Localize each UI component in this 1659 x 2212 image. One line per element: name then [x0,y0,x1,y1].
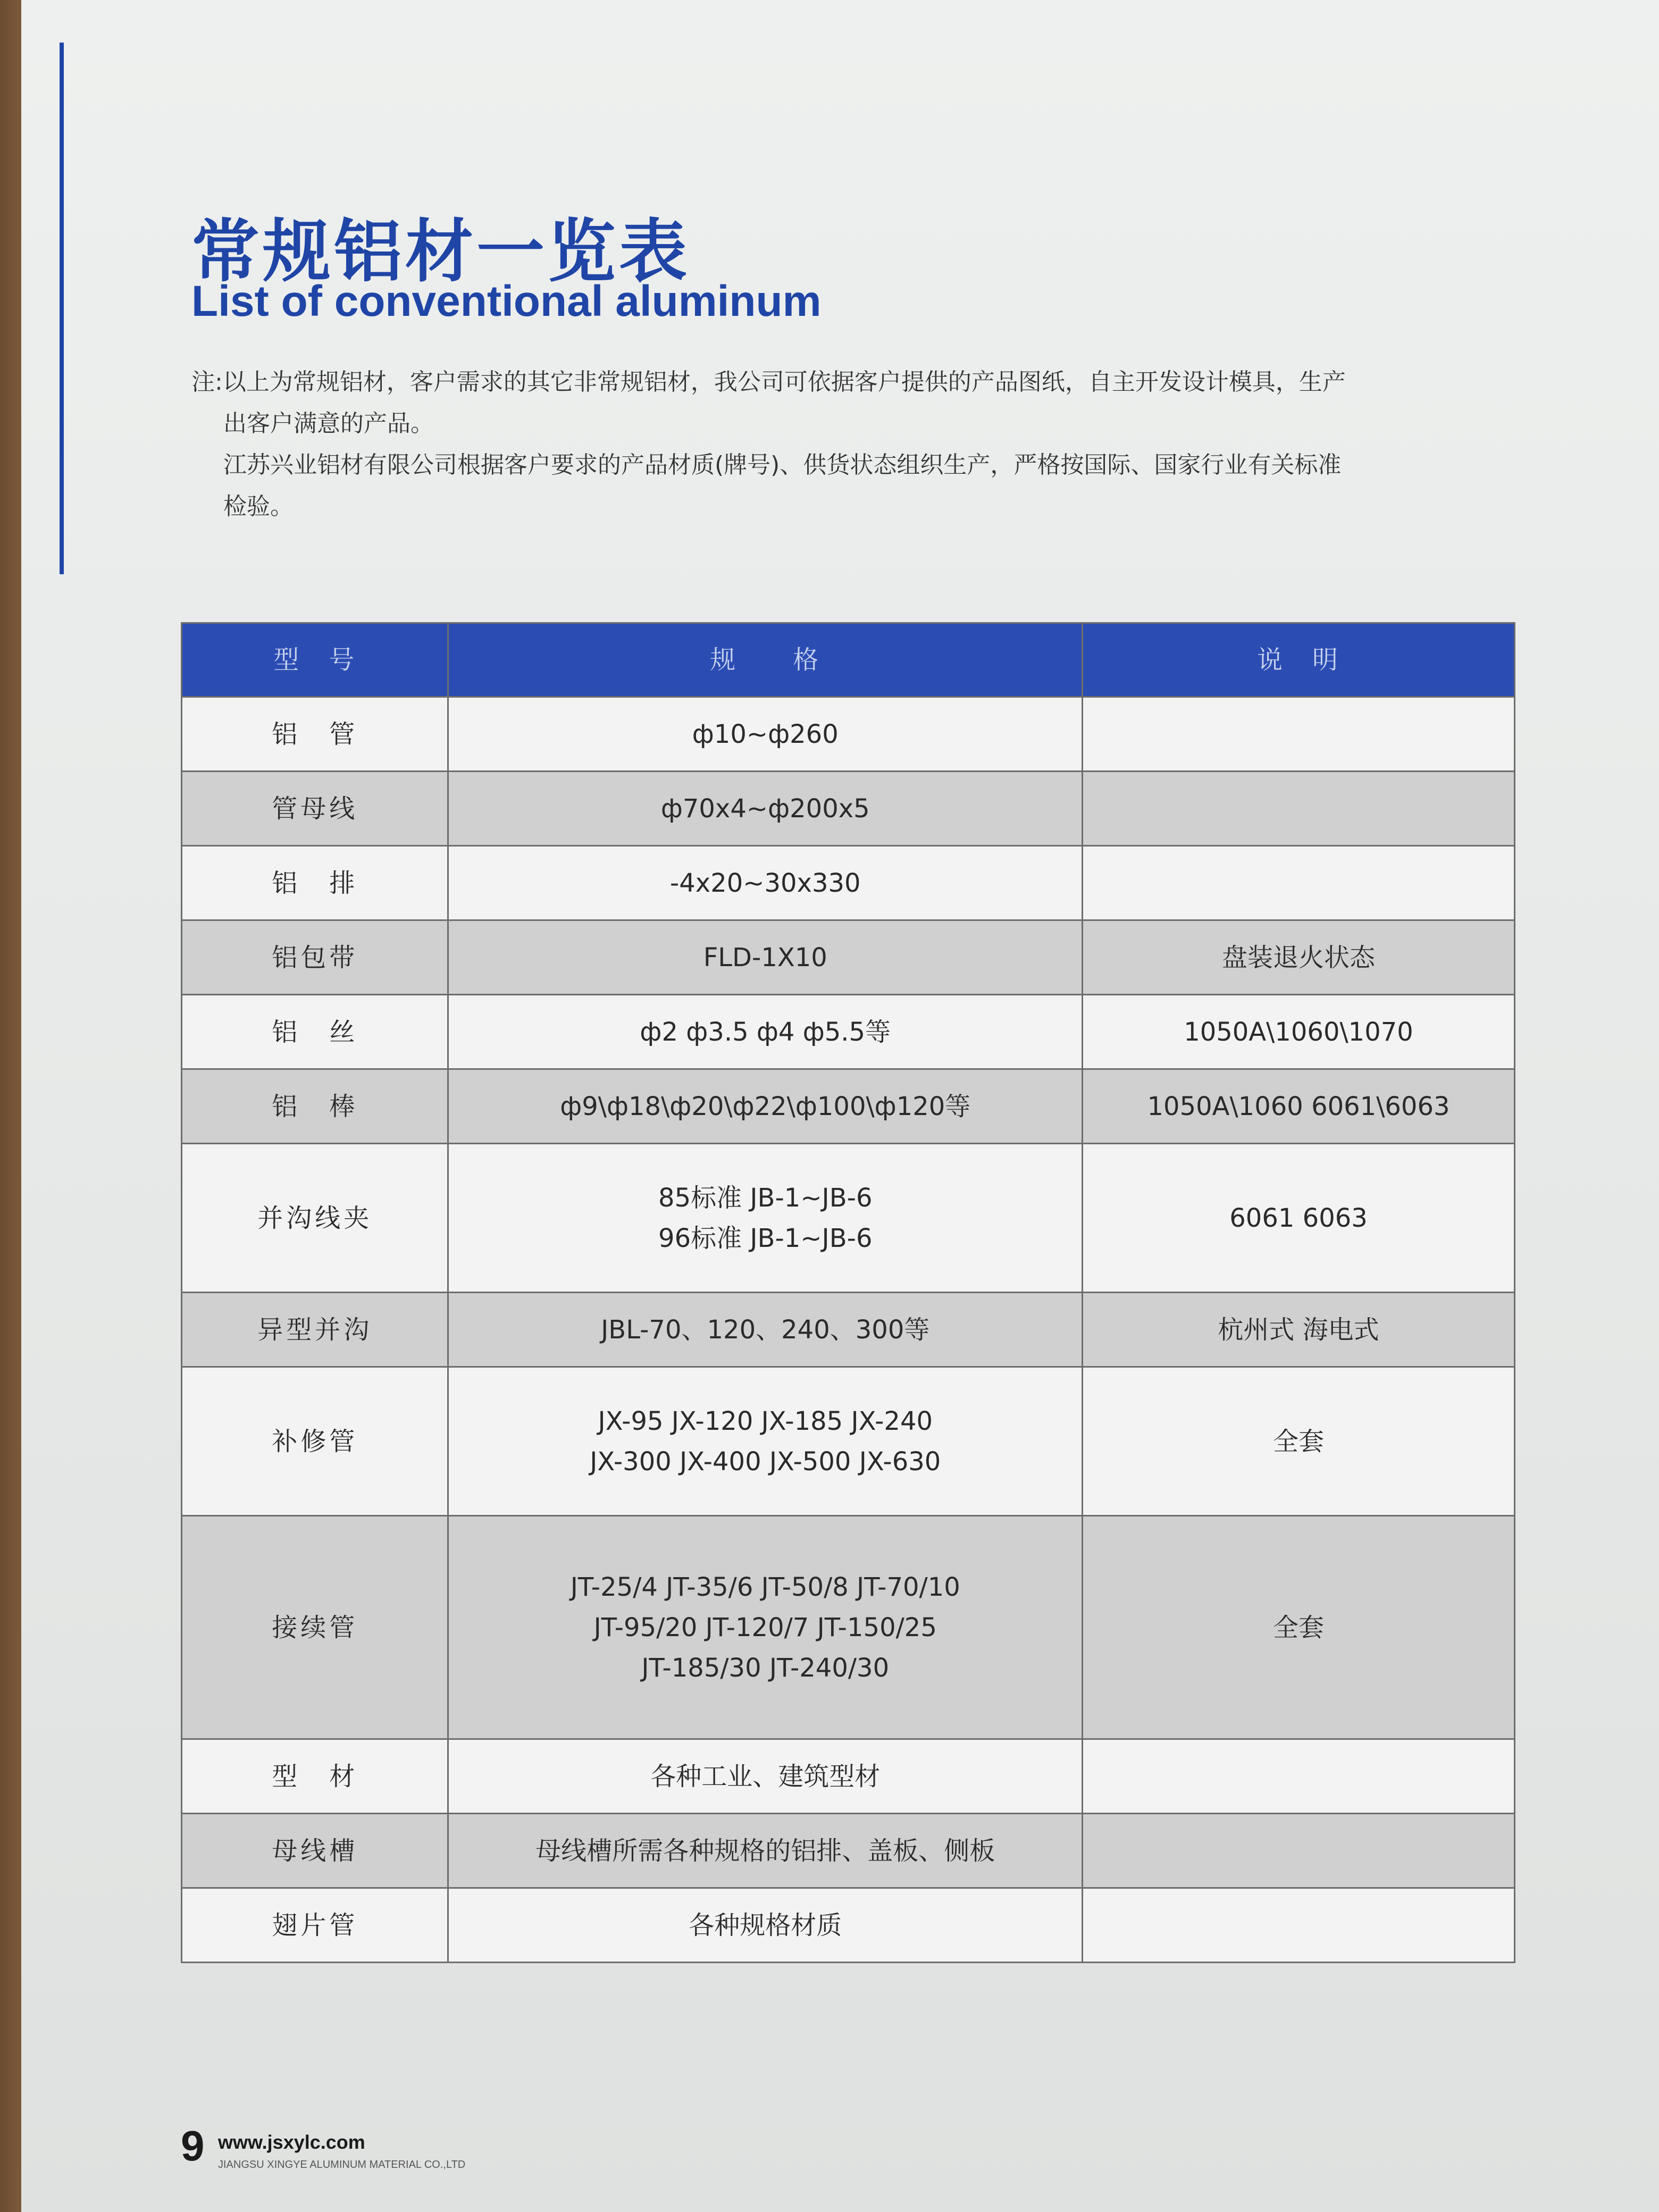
table-row [182,1739,1515,1814]
table-row [182,1814,1515,1888]
cell-spec [448,772,1083,846]
cell-spec [448,1069,1083,1144]
spec-line: 各种工业、建筑型材 [650,1761,881,1791]
header-model: 型 号 [182,623,448,697]
table-row [182,1069,1515,1144]
page-number: 9 [181,2122,205,2169]
spec-line: ф70x4~ф200x5 [660,793,870,824]
cell-note: 盘装退火状态 [1083,920,1515,995]
cell-note [1083,772,1515,846]
note-line-1: 注:以上为常规铝材，客户需求的其它非常规铝材，我公司可依据客户提供的产品图纸，自主开发设计模具，生产 [191,368,1346,396]
cell-model: 铝包带 [182,920,448,995]
cell-model: 管母线 [182,772,448,846]
cell-note: 1050A\1060\1070 [1083,995,1515,1069]
spec-line: 85标准 JB-1~JB-6 [658,1183,873,1213]
cell-spec [448,1814,1083,1888]
cell-note [1083,697,1515,772]
cell-note [1083,846,1515,920]
header-note: 说 明 [1083,623,1515,697]
cell-note: 全套 [1083,1516,1515,1739]
cell-spec [448,697,1083,772]
cell-spec [448,846,1083,920]
catalog-page [21,0,1659,2212]
table-row [182,1367,1515,1516]
cell-note [1083,1739,1515,1814]
table-row [182,1293,1515,1367]
table-body [182,697,1515,1963]
cell-note [1083,1814,1515,1888]
spec-line: ф2 ф3.5 ф4 ф5.5等 [640,1017,891,1047]
blue-accent-rule [60,43,64,574]
spec-line: JT-185/30 JT-240/30 [641,1653,890,1683]
cell-spec [448,1144,1083,1293]
cell-model: 异型并沟 [182,1293,448,1367]
footer-company: JIANGSU XINGYE ALUMINUM MATERIAL CO.,LTD [218,2159,466,2171]
spec-line: JX-95 JX-120 JX-185 JX-240 [598,1406,933,1436]
spec-line: -4x20~30x330 [669,868,861,898]
spec-line: 各种规格材质 [689,1910,842,1940]
spec-line: JT-25/4 JT-35/6 JT-50/8 JT-70/10 [570,1572,960,1602]
cell-model: 铝 棒 [182,1069,448,1144]
cell-model: 接续管 [182,1516,448,1739]
cell-spec [448,1293,1083,1367]
table-row [182,772,1515,846]
cell-spec [448,920,1083,995]
spec-line: JBL-70、120、240、300等 [601,1314,930,1345]
spec-line: JX-300 JX-400 JX-500 JX-630 [590,1446,941,1477]
note-line-2: 出客户满意的产品。 [223,410,434,437]
cell-note: 6061 6063 [1083,1144,1515,1293]
cell-spec [448,1888,1083,1963]
spec-line: ф9\ф18\ф20\ф22\ф100\ф120等 [560,1091,971,1121]
note-block [191,362,1478,527]
cell-spec [448,1739,1083,1814]
table-row [182,920,1515,995]
table-row [182,697,1515,772]
cell-model: 铝 丝 [182,995,448,1069]
note-line-3: 江苏兴业铝材有限公司根据客户要求的产品材质(牌号)、供货状态组织生产，严格按国际、国家行业有关标准 [223,451,1342,479]
cell-note: 杭州式 海电式 [1083,1293,1515,1367]
cell-spec [448,995,1083,1069]
table-row [182,846,1515,920]
cell-model: 并沟线夹 [182,1144,448,1293]
aluminum-spec-table [181,622,1515,1963]
table-row [182,995,1515,1069]
spec-line: 96标准 JB-1~JB-6 [658,1223,873,1253]
cell-model: 型 材 [182,1739,448,1814]
cell-model: 铝 管 [182,697,448,772]
cell-note: 全套 [1083,1367,1515,1516]
cell-model: 母线槽 [182,1814,448,1888]
page-title-en: List of conventional aluminum [191,277,822,325]
page-title-cn: 常规铝材一览表 [191,212,691,291]
cell-spec [448,1367,1083,1516]
footer-url: www.jsxylc.com [218,2131,365,2153]
spec-line: JT-95/20 JT-120/7 JT-150/25 [593,1612,937,1643]
header-spec: 规 格 [448,623,1083,697]
cell-note [1083,1888,1515,1963]
cell-model: 补修管 [182,1367,448,1516]
spec-line: 母线槽所需各种规格的铝排、盖板、侧板 [535,1836,995,1866]
spec-line: ф10~ф260 [692,719,839,749]
spec-line: FLD-1X10 [703,942,827,973]
cell-note: 1050A\1060 6061\6063 [1083,1069,1515,1144]
table-row [182,1888,1515,1963]
table-row [182,1516,1515,1739]
table-row [182,1144,1515,1293]
cell-spec [448,1516,1083,1739]
cell-model: 翅片管 [182,1888,448,1963]
cell-model: 铝 排 [182,846,448,920]
note-line-4: 检验。 [223,493,294,520]
table-header-row [182,623,1515,697]
